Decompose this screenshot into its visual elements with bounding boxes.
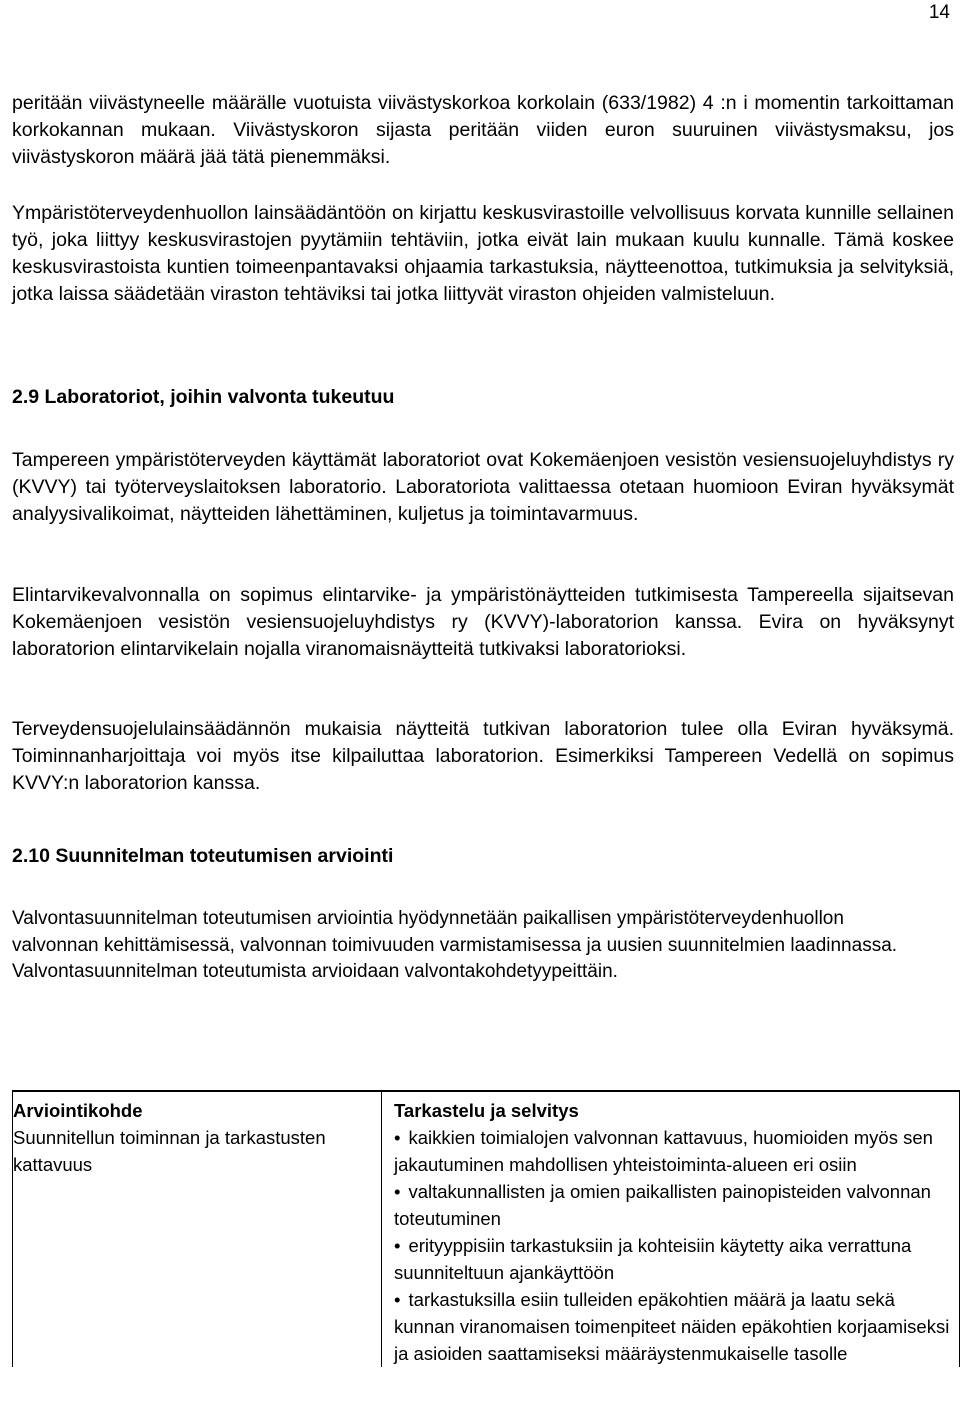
paragraph-laboratories: Tampereen ympäristöterveyden käyttämät laboratoriot ovat Kokemäenjoen vesistön vesiensuojeluyhdistys ry (KVVY) tai työterveyslaitoksen laboratorio. Laboratoriota valittaessa otetaan huomioon Eviran hyväksymät analyysivalikoimat, näytteiden lähettäminen, kuljetus ja toimintavarmuus. xyxy=(12,449,954,525)
bullet-icon: • xyxy=(394,1289,401,1310)
bullet-icon: • xyxy=(394,1235,401,1256)
table-row xyxy=(13,1091,960,1367)
table-cell-evaluation-target xyxy=(13,1091,382,1367)
section-heading-2-9: 2.9 Laboratoriot, joihin valvonta tukeutuu xyxy=(12,386,395,408)
paragraph-food-control-agreement: Elintarvikevalvonnalla on sopimus elintarvike- ja ympäristönäytteiden tutkimisesta Tampereella sijaitsevan Kokemäenjoen vesistön vesiensuojeluyhdistys ry (KVVY)-laboratorion kanssa. Evira on hyväksynyt laboratorion elintarvikelain nojalla viranomaisnäytteitä tutkivaksi laboratorioksi. xyxy=(12,584,954,660)
list-item xyxy=(394,1286,951,1367)
page-number: 14 xyxy=(928,2,950,23)
list-item-text: erityyppisiin tarkastuksiin ja kohteisiin käytetty aika verrattuna suunniteltuun ajankäyttöön xyxy=(394,1235,912,1283)
bullet-icon: • xyxy=(394,1127,401,1148)
list-item-text: kaikkien toimialojen valvonnan kattavuus, huomioiden myös sen jakautuminen mahdollisen yhteistoiminta-alueen eri osiin xyxy=(394,1127,933,1175)
evaluation-table xyxy=(12,1090,960,1367)
table-cell-review xyxy=(382,1091,960,1367)
review-bullet-list xyxy=(394,1124,951,1367)
paragraph-evaluation: Valvontasuunnitelman toteutumisen arviointia hyödynnetään paikallisen ympäristöterveydenhuollon valvonnan kehittämisessä, valvonnan toimivuuden varmistamisessa ja uusien suunnitelmien laadinnassa. Valvontasuunnitelman toteutumista arvioidaan valvontakohdetyypeittäin. xyxy=(12,908,898,982)
paragraph-agency-compensation: Ympäristöterveydenhuollon lainsäädäntöön on kirjattu keskusvirastoille velvollisuus korvata kunnille sellainen työ, joka liittyy keskusvirastojen pyytämiin tehtäviin, jotka eivät lain mukaan kuulu kunnalle. Tämä koskee keskusvirastoista kuntien toimeenpantavaksi ohjaamia tarkastuksia, näytteenottoa, tutkimuksia ja selvityksiä, jotka laissa säädetään viraston tehtäviksi tai jotka liittyvät viraston ohjeiden valmisteluun. xyxy=(12,202,954,305)
list-item xyxy=(394,1232,951,1286)
evaluation-target-value: Suunnitellun toiminnan ja tarkastusten kattavuus xyxy=(13,1127,326,1175)
list-item xyxy=(394,1124,951,1178)
list-item xyxy=(394,1178,951,1232)
column-header-evaluation-target: Arviointikohde xyxy=(13,1100,143,1121)
bullet-icon: • xyxy=(394,1181,401,1202)
paragraph-health-protection-lab: Terveydensuojelulainsäädännön mukaisia näytteitä tutkivan laboratorion tulee olla Eviran hyväksymä. Toiminnanharjoittaja voi myös itse kilpailuttaa laboratorion. Esimerkiksi Tampereen Vedellä on sopimus KVVY:n laboratorion kanssa. xyxy=(12,718,954,794)
list-item-text: tarkastuksilla esiin tulleiden epäkohtien määrä ja laatu sekä kunnan viranomaisen toimenpiteet näiden epäkohtien korjaamiseksi ja asioiden saattamiseksi määräystenmukaiselle tasolle xyxy=(394,1289,950,1364)
list-item-text: valtakunnallisten ja omien paikallisten painopisteiden valvonnan toteutuminen xyxy=(394,1181,931,1229)
section-heading-2-10: 2.10 Suunnitelman toteutumisen arviointi xyxy=(12,845,394,867)
column-header-review: Tarkastelu ja selvitys xyxy=(394,1100,579,1121)
paragraph-late-interest: peritään viivästyneelle määrälle vuotuista viivästyskorkoa korkolain (633/1982) 4 :n i momentin tarkoittaman korkokannan mukaan. Viivästyskoron sijasta peritään viiden euron suuruinen viivästysmaksu, jos viivästyskoron määrä jää tätä pienemmäksi. xyxy=(12,92,954,168)
